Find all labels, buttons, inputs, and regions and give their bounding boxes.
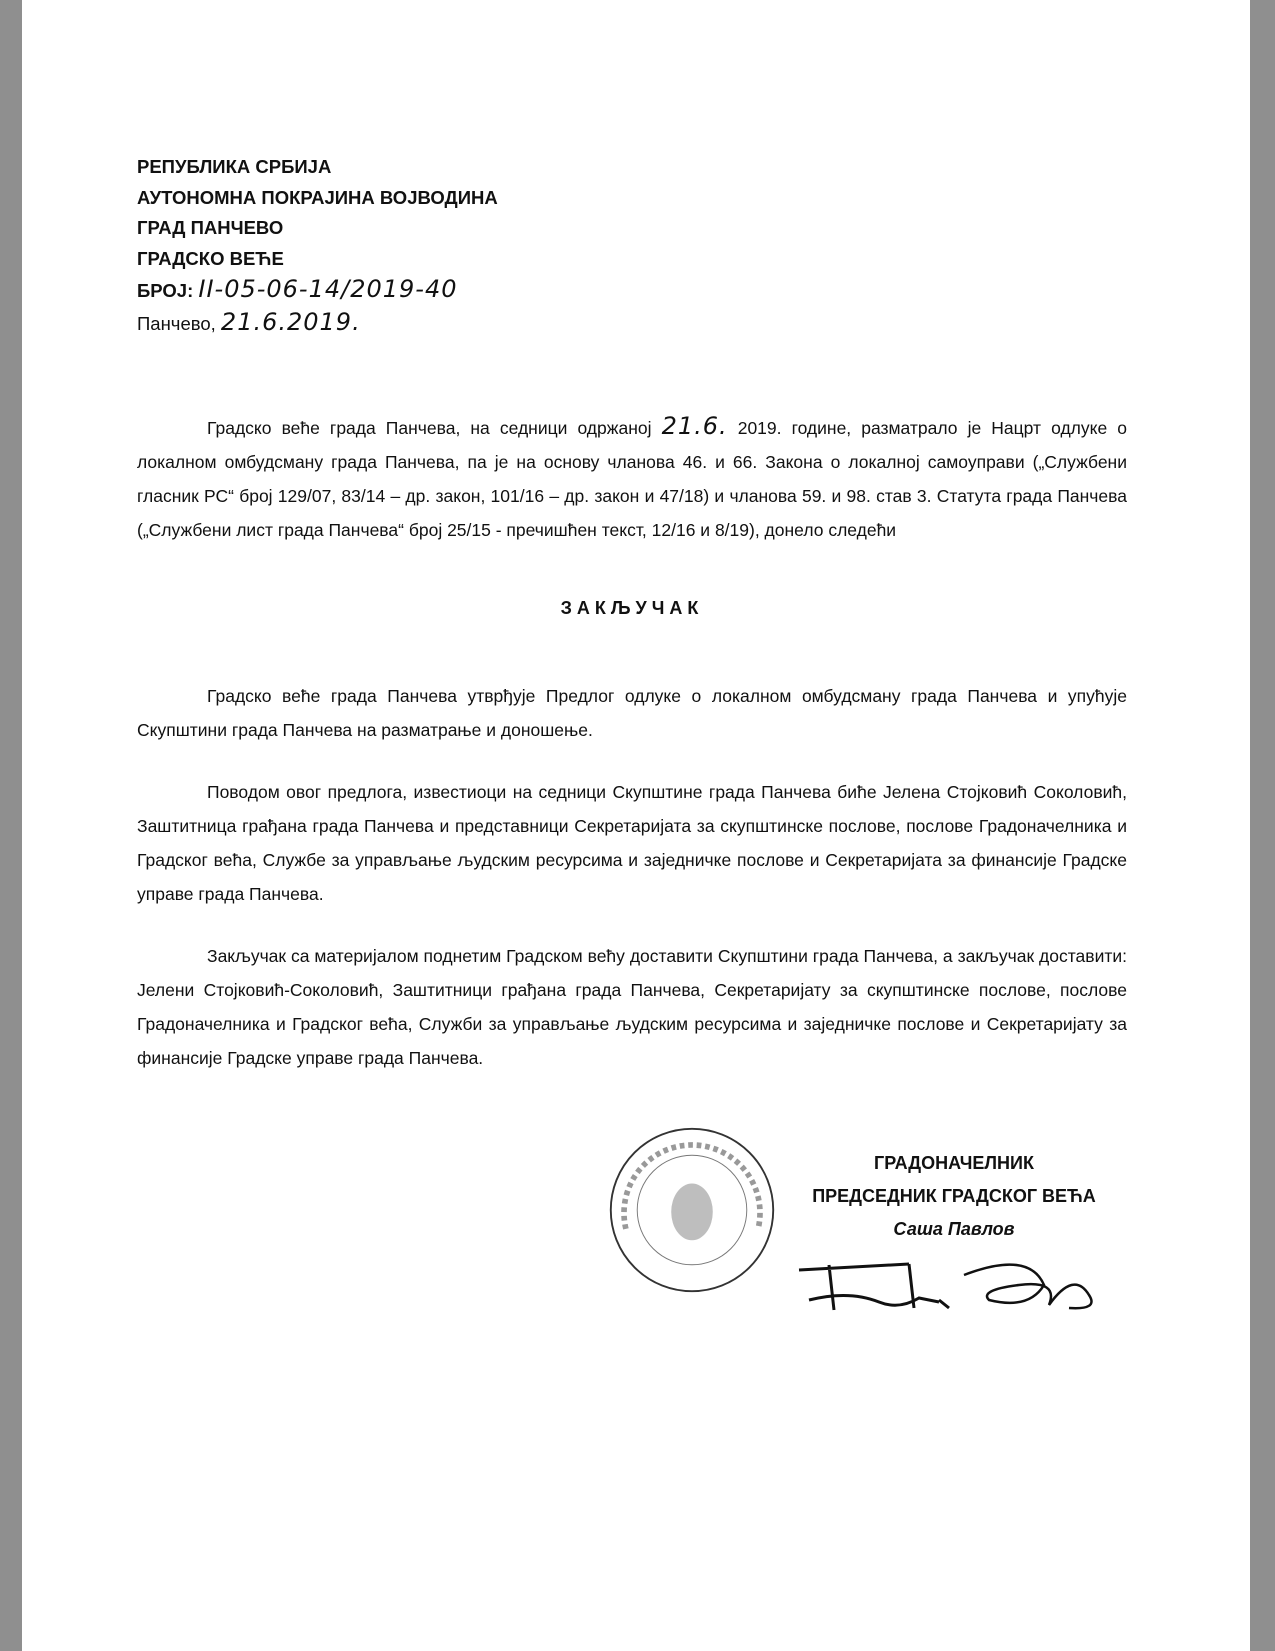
document-number xyxy=(137,274,1127,307)
official-stamp xyxy=(607,1125,777,1295)
document-body xyxy=(137,152,1127,1320)
signature-column xyxy=(789,1125,1119,1320)
signatory-title: ГРАДОНАЧЕЛНИК xyxy=(874,1153,1034,1173)
header-line: РЕПУБЛИКА СРБИЈА xyxy=(137,156,332,177)
handwritten-date: 21.6.2019. xyxy=(220,307,361,336)
paragraph-rapporteurs: Поводом овог предлога, известиоци на седници Скупштине града Панчева биће Јелена Стојковић Соколовић, Заштитница грађана града Панчева и представници Секретаријата за скупштинске послове, послове Градоначелника и Градског већа, Службе за управљање људским ресурсима и заједничке послове и Секретаријата за финансије Градске управе града Панчева. xyxy=(137,782,1127,904)
text: 2019. године, разматрало је Нацрт одлуке о локалном омбудсману града Панчева, па је на основу чланова 46. и 66. Закона о локалној самоуправи („Службени гласник РС“ број 129/07, 83/14 – др. закон, 101/16 – др. закон и 47/18) и чланова 59. и 98. став 3. Статута града Панчева („Службени лист града Панчева“ број 25/15 - пречишћен текст, 12/16 и 8/19), донело следећи xyxy=(137,418,1127,540)
signature-block xyxy=(789,1147,1119,1246)
handwritten-date: 21.6. xyxy=(661,412,728,440)
document-date xyxy=(137,307,1127,340)
signatory-name: Саша Павлов xyxy=(893,1219,1015,1239)
document-page xyxy=(22,0,1250,1651)
header-line: АУТОНОМНА ПОКРАЈИНА ВОЈВОДИНА xyxy=(137,186,498,208)
paragraph-conclusion: Градско веће града Панчева утврђује Предлог одлуке о локалном омбудсману града Панчева и упућује Скупштини града Панчева на разматрање и доношење. xyxy=(137,686,1127,740)
number-label: БРОЈ: xyxy=(137,280,194,301)
handwritten-number: II-05-06-14/2019-40 xyxy=(198,275,458,303)
text: Градско веће града Панчева, на седници одржаној xyxy=(207,418,652,438)
header-line: ГРАД ПАНЧЕВО xyxy=(137,217,284,238)
signature-area xyxy=(607,1125,1127,1320)
document-header xyxy=(137,152,1127,339)
header-line: ГРАДСКО ВЕЋЕ xyxy=(137,247,284,269)
handwritten-signature xyxy=(789,1250,1119,1320)
paragraph-delivery: Закључак са материјалом поднетим Градском већу доставити Скупштини града Панчева, а закључак доставити: Јелени Стојковић-Соколовић, Заштитници грађана града Панчева, Секретаријату за скупштинске послове, послове Градоначелника и Градског већа, Служби за управљање људским ресурсима и заједничке послове и Секретаријату за финансије Градске управе града Панчева. xyxy=(137,946,1127,1068)
place-label: Панчево, xyxy=(137,312,216,334)
document-title: ЗАКЉУЧАК xyxy=(560,598,704,618)
paragraph-intro xyxy=(137,409,1127,547)
signatory-title: ПРЕДСЕДНИК ГРАДСКОГ ВЕЋА xyxy=(812,1186,1096,1206)
